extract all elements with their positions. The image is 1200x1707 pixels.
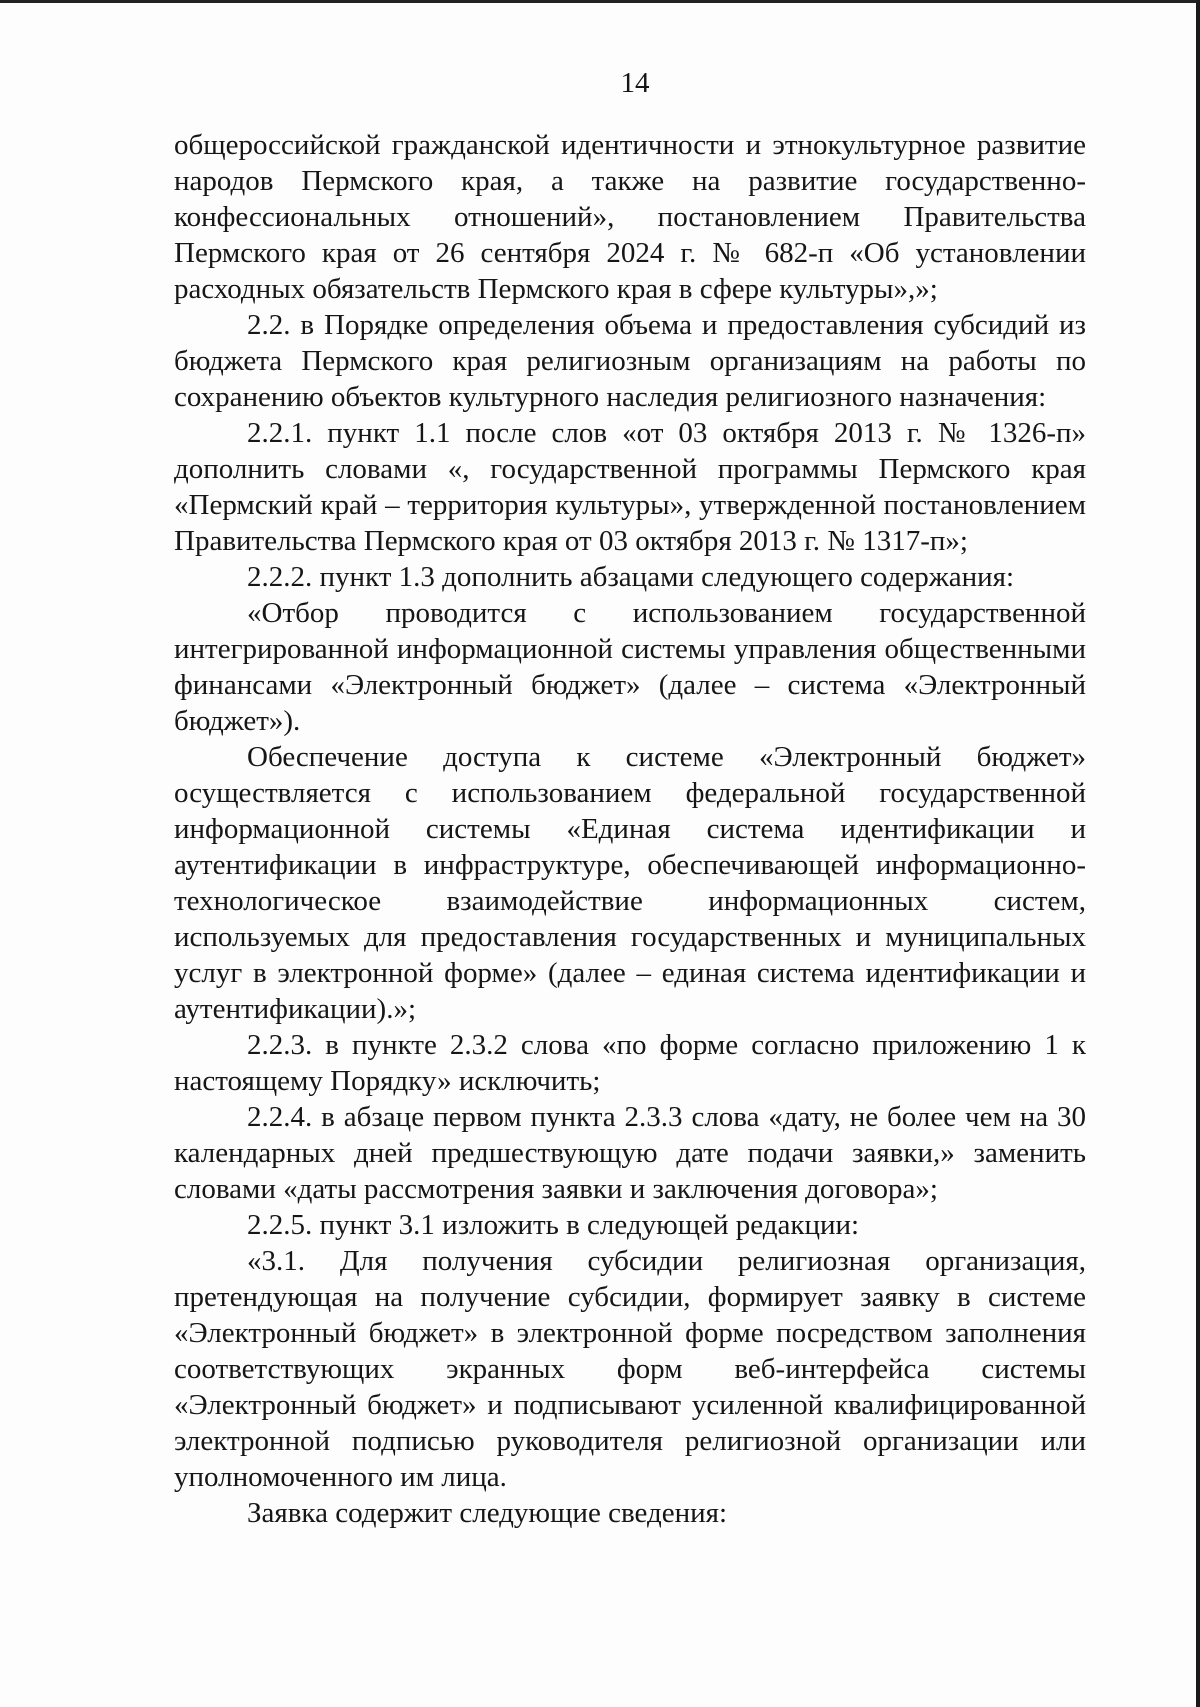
paragraph-selection-quote: «Отбор проводится с использованием государственной интегрированной информационной системы управления общественными финансами «Электронный бюджет» (далее – система «Электронный бюджет»).: [174, 597, 1086, 737]
page-number: 14: [620, 67, 650, 99]
paragraph-2-2: 2.2. в Порядке определения объема и предоставления субсидий из бюджета Пермского края религиозным организациям на работы по сохранению объектов культурного наследия религиозного назначения:: [174, 309, 1086, 413]
paragraph-access-quote: Обеспечение доступа к системе «Электронный бюджет» осуществляется с использованием федеральной государственной информационной системы «Единая система идентификации и аутентификации в инфраструктуре, обеспечивающей информационно-технологическое взаимодействие информационных систем, используемых для предоставления государственных и муниципальных услуг в электронной форме» (далее – единая система идентификации и аутентификации).»;: [174, 741, 1086, 1025]
document-body: [174, 127, 1086, 1531]
paragraph-2-2-5: 2.2.5. пункт 3.1 изложить в следующей редакции:: [247, 1209, 860, 1241]
paragraph-2-2-2: 2.2.2. пункт 1.3 дополнить абзацами следующего содержания:: [247, 561, 1015, 593]
paragraph-application-contents: Заявка содержит следующие сведения:: [247, 1497, 728, 1529]
paragraph-continuation: общероссийской гражданской идентичности и этнокультурное развитие народов Пермского края, а также на развитие государственно-конфессиональных отношений», постановлением Правительства Пермского края от 26 сентября 2024 г. № 682-п «Об установлении расходных обязательств Пермского края в сфере культуры»,»;: [174, 129, 1086, 305]
paragraph-2-2-3: 2.2.3. в пункте 2.3.2 слова «по форме согласно приложению 1 к настоящему Порядку» исключить;: [174, 1029, 1086, 1097]
paragraph-2-2-4: 2.2.4. в абзаце первом пункта 2.3.3 слова «дату, не более чем на 30 календарных дней предшествующую дате подачи заявки,» заменить словами «даты рассмотрения заявки и заключения договора»;: [174, 1101, 1086, 1205]
paragraph-3-1-quote: «3.1. Для получения субсидии религиозная организация, претендующая на получение субсидии, формирует заявку в системе «Электронный бюджет» в электронной форме посредством заполнения соответствующих экранных форм веб-интерфейса системы «Электронный бюджет» и подписывают усиленной квалифицированной электронной подписью руководителя религиозной организации или уполномоченного им лица.: [174, 1245, 1086, 1493]
paragraph-2-2-1: 2.2.1. пункт 1.1 после слов «от 03 октября 2013 г. № 1326-п» дополнить словами «, государственной программы Пермского края «Пермский край – территория культуры», утвержденной постановлением Правительства Пермского края от 03 октября 2013 г. № 1317-п»;: [174, 417, 1086, 557]
